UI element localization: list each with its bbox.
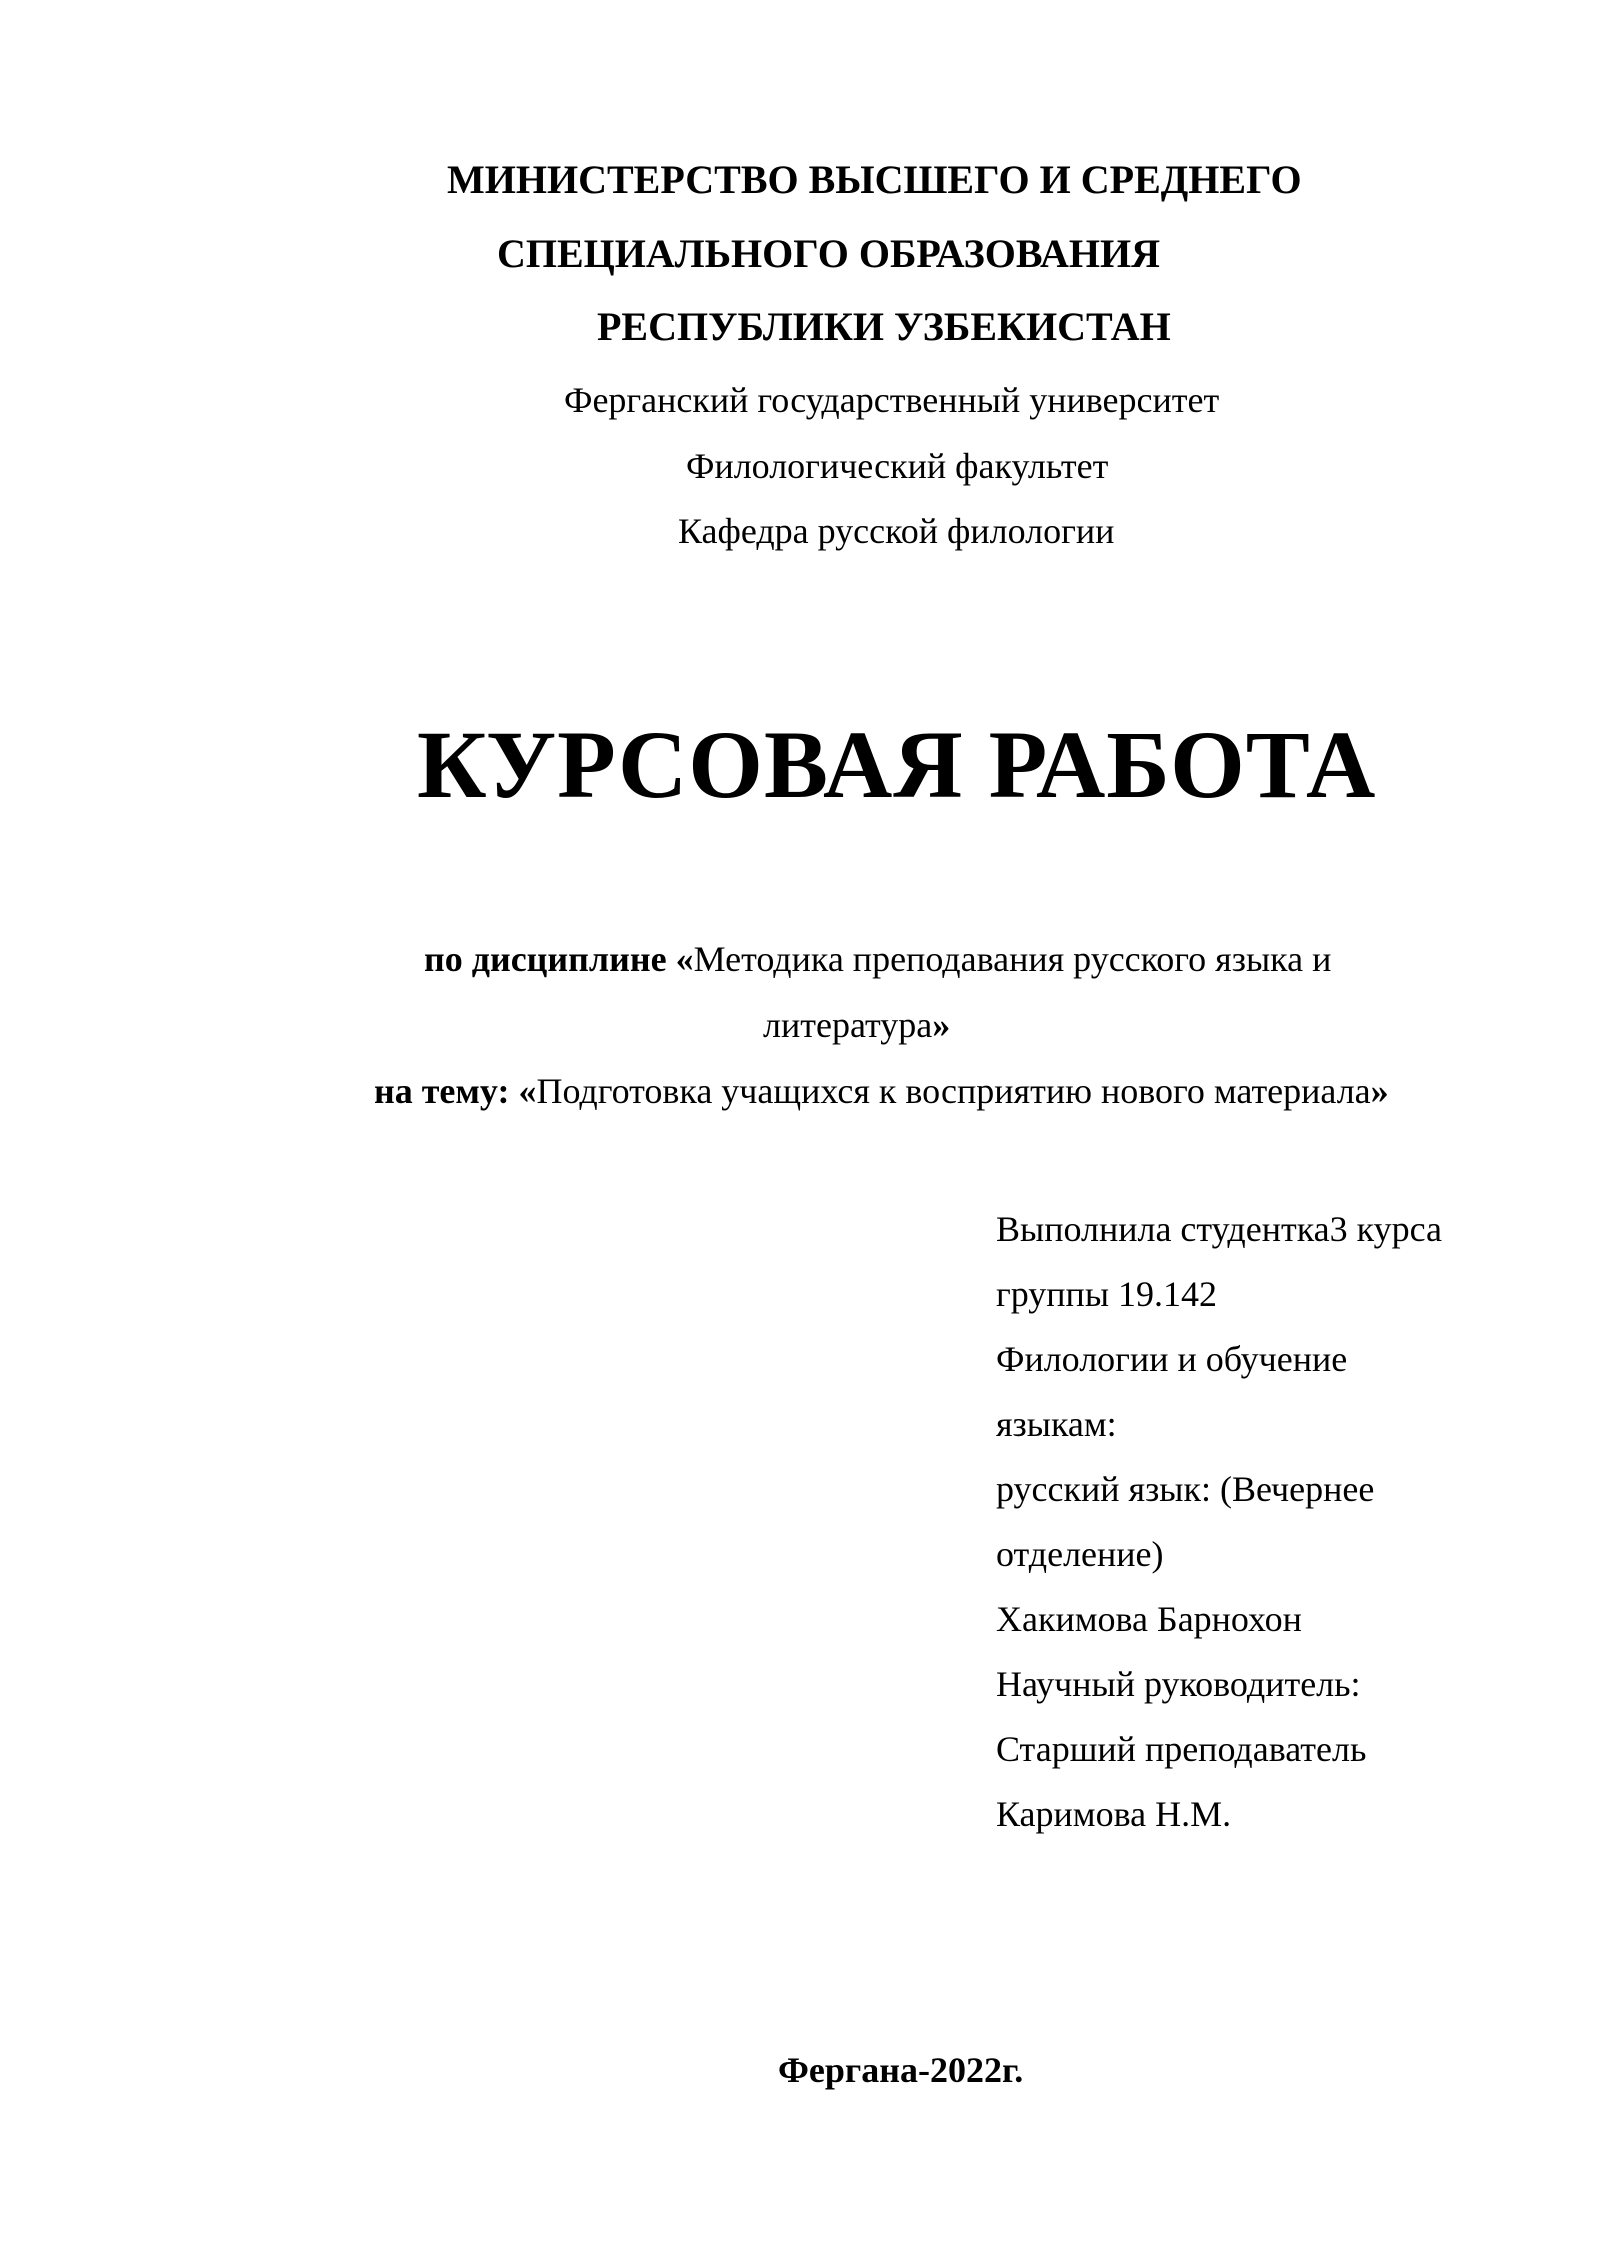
author-info-line: Научный руководитель: — [996, 1664, 1361, 1704]
ministry-line-3: РЕСПУБЛИКИ УЗБЕКИСТАН — [597, 304, 1171, 349]
author-info-line: Филологии и обучение — [996, 1339, 1348, 1379]
university-name: Ферганский государственный университет — [564, 380, 1220, 420]
author-info-line: отделение) — [996, 1534, 1164, 1574]
author-info-line: языкам: — [996, 1404, 1117, 1444]
author-info-line: Каримова Н.М. — [996, 1794, 1232, 1834]
author-info-line: Хакимова Барнохон — [996, 1599, 1302, 1639]
author-info-block — [996, 1197, 1442, 1847]
department-name: Кафедра русской филологии — [678, 511, 1115, 551]
author-info-line: Старший преподаватель — [996, 1729, 1367, 1769]
topic-text: Подготовка учащихся к восприятию нового материала — [536, 1071, 1371, 1111]
discipline-close-quote: » — [932, 1005, 951, 1045]
discipline-label: по дисциплине — [424, 939, 676, 979]
topic-line — [374, 1073, 1389, 1109]
discipline-text-2: литература — [763, 1005, 933, 1045]
city-year: Фергана-2022г. — [778, 2050, 1024, 2090]
author-info-line: русский язык: (Вечернее — [996, 1469, 1375, 1509]
topic-open-quote: « — [518, 1071, 537, 1111]
topic-label: на тему: — [374, 1071, 519, 1111]
ministry-line-1: МИНИСТЕРСТВО ВЫСШЕГО И СРЕДНЕГО — [447, 157, 1302, 202]
discipline-open-quote: « — [675, 939, 694, 979]
ministry-line-2: СПЕЦИАЛЬНОГО ОБРАЗОВАНИЯ — [497, 231, 1160, 276]
discipline-text-1: Методика преподавания русского языка и — [693, 939, 1332, 979]
author-info-line: Выполнила студентка3 курса — [996, 1209, 1442, 1249]
discipline-line-1 — [424, 941, 1331, 977]
topic-close-quote: » — [1370, 1071, 1389, 1111]
discipline-line-2 — [763, 1007, 950, 1043]
document-title: КУРСОВАЯ РАБОТА — [417, 711, 1377, 818]
faculty-name: Филологический факультет — [686, 446, 1109, 486]
author-info-line: группы 19.142 — [996, 1274, 1218, 1314]
